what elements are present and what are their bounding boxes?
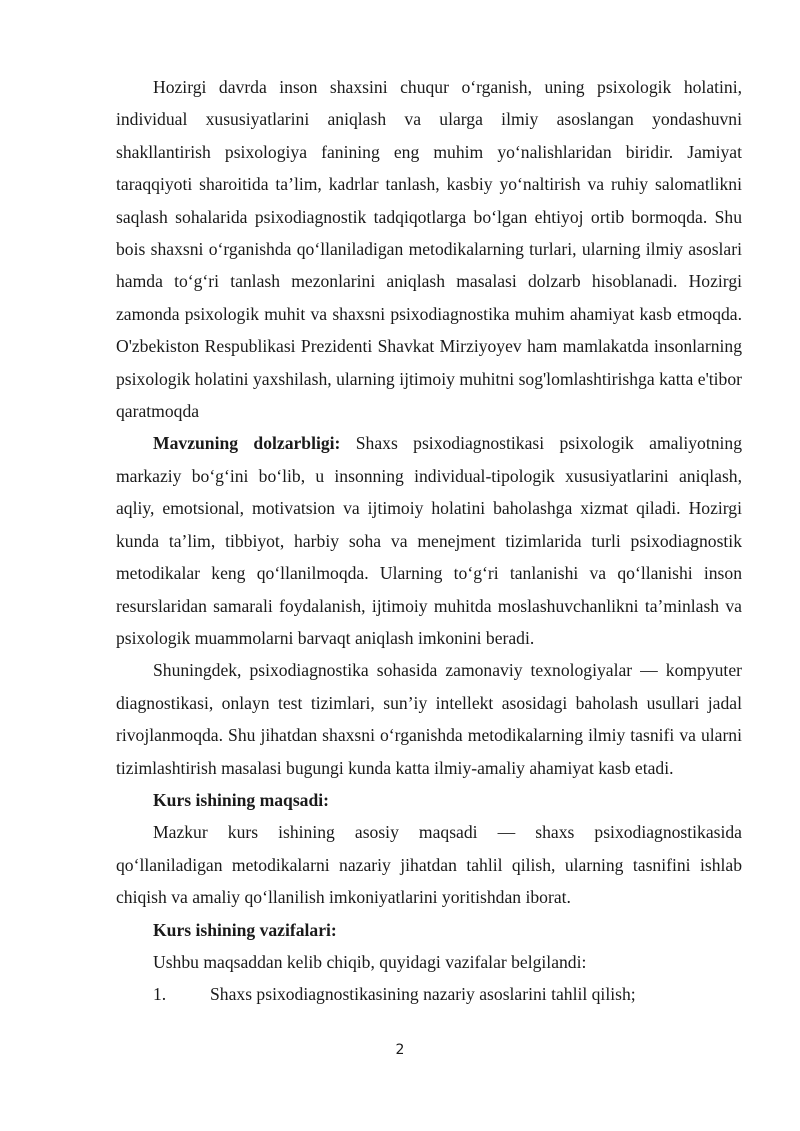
relevance-label: Mavzuning dolzarbligi: xyxy=(153,433,341,454)
tasks-heading: Kurs ishining vazifalari: xyxy=(153,919,337,940)
tasks-intro: Ushbu maqsaddan kelib chiqib, quyidagi vazifalar belgilandi: xyxy=(153,951,587,972)
document-body xyxy=(116,71,742,1011)
task-number: 1. xyxy=(153,984,167,1005)
relevance-text: Shaxs psixodiagnostikasi psixologik amaliyotning markaziy bo‘g‘ini bo‘lib, u insonning individual-tipologik xususiyatlarini aniqlash, aqliy, emotsional, motivatsion va ijtimoiy holatini baholashga xizmat qiladi. Hozirgi kunda ta’lim, tibbiyot, harbiy soha va menejment tizimlarida turli psixodiagnostik metodikalar keng qo‘llanilmoqda. Ularning to‘g‘ri tanlanishi va qo‘llanishi inson resurslaridan samarali foydalanish, ijtimoiy muhitda moslashuvchanlikni ta’minlash va psixologik muammolarni barvaqt aniqlash imkonini beradi. xyxy=(116,433,743,648)
page-number: 2 xyxy=(395,1042,405,1058)
task-item xyxy=(116,978,742,1010)
task-text: Shaxs psixodiagnostikasining nazariy asoslarini tahlil qilish; xyxy=(210,984,636,1005)
intro-paragraph: Hozirgi davrda inson shaxsini chuqur o‘rganish, uning psixologik holatini, individual xususiyatlarini aniqlash va ularga ilmiy asoslangan yondashuvni shakllantirish psixologiya fanining eng muhim yo‘nalishlaridan biridir. Jamiyat taraqqiyoti sharoitida ta’lim, kadrlar tanlash, kasbiy yo‘naltirish va ruhiy salomatlikni saqlash sohalarida psixodiagnostik tadqiqotlarga bo‘lgan ehtiyoj ortib bormoqda. Shu bois shaxsni o‘rganishda qo‘llaniladigan metodikalarning turlari, ularning ilmiy asoslari hamda to‘g‘ri tanlash mezonlarini aniqlash masalasi dolzarb hisoblanadi. Hozirgi zamonda psixologik muhit va shaxsni psixodiagnostika muhim ahamiyat kasb etmoqda. O'zbekiston Respublikasi Prezidenti Shavkat Mirziyoyev ham mamlakatda insonlarning psixologik holatini yaxshilash, ularning ijtimoiy muhitni sog'lomlashtirishga katta e'tibor qaratmoqda xyxy=(116,77,742,422)
technology-paragraph: Shuningdek, psixodiagnostika sohasida zamonaviy texnologiyalar — kompyuter diagnostikasi, onlayn test tizimlari, sun’iy intellekt asosidagi baholash usullari jadal rivojlanmoqda. Shu jihatdan shaxsni o‘rganishda metodikalarning ilmiy tasnifi va ularni tizimlashtirish masalasi bugungi kunda katta ilmiy-amaliy ahamiyat kasb etadi. xyxy=(116,660,742,778)
relevance-paragraph xyxy=(116,427,742,654)
goal-heading: Kurs ishining maqsadi: xyxy=(153,789,329,810)
goal-paragraph: Mazkur kurs ishining asosiy maqsadi — shaxs psixodiagnostikasida qo‘llaniladigan metodikalarni nazariy jihatdan tahlil qilish, ularning tasnifini ishlab chiqish va amaliy qo‘llanilish imkoniyatlarini yoritishdan iborat. xyxy=(116,822,742,908)
